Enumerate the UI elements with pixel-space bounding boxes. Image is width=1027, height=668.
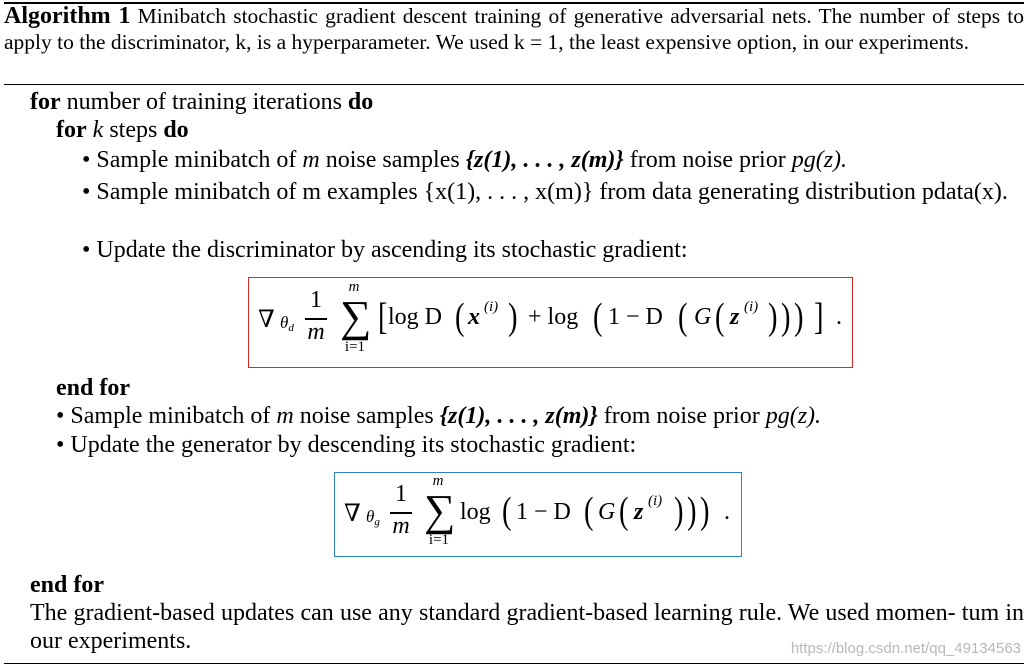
inner-do-keyword: do: [163, 117, 189, 143]
theta-symbol: θ: [280, 313, 289, 332]
g-step1-text-c: from noise prior: [597, 403, 766, 429]
theta-symbol: θ: [366, 507, 375, 526]
inner-for-keyword: for: [56, 117, 87, 143]
z-superscript: (i): [744, 299, 759, 315]
algorithm-name: Algorithm 1: [4, 3, 131, 29]
d-step2-text: Sample minibatch of m examples {x(1), . . . , x(m)} from data generating distribution pdata(x).: [96, 179, 1008, 205]
left-paren: (: [593, 296, 603, 338]
fraction-denominator: m: [392, 513, 410, 539]
right-paren: ): [687, 490, 697, 532]
equation-period: .: [724, 499, 730, 525]
summation-symbol: ∑: [424, 486, 456, 535]
generator-symbol: G: [598, 499, 616, 525]
closing-paragraph: The gradient-based updates can use any standard gradient-based learning rule. We used momen- tum in our experiments.: [30, 600, 1024, 654]
log-d-term: [388, 304, 442, 331]
end-for-outer: end for: [30, 572, 104, 598]
fraction-denominator: m: [307, 319, 325, 345]
x-variable: x: [468, 304, 480, 330]
d-step3-text: Update the discriminator by ascending its stochastic gradient:: [96, 237, 688, 263]
watermark: https://blog.csdn.net/qq_49134563: [790, 640, 1021, 657]
g-step1-m: m: [276, 403, 294, 429]
right-paren: ): [508, 296, 518, 338]
sum-upper-limit: m: [348, 279, 360, 295]
left-paren: (: [455, 296, 465, 338]
d-step1-text-a: Sample minibatch of: [96, 147, 303, 173]
right-paren: ): [781, 296, 791, 338]
bullet: •: [82, 237, 91, 263]
bottom-rule: [4, 663, 1024, 664]
inner-loop-text: steps: [103, 117, 164, 143]
discriminator-gradient-equation: [248, 277, 853, 368]
d-step1-m: m: [302, 147, 320, 173]
end-for-inner: end for: [56, 375, 130, 401]
sum-lower-limit: i=1: [428, 532, 450, 548]
bullet: •: [82, 179, 91, 205]
fraction-numerator: 1: [310, 287, 322, 313]
inner-loop-var: k: [92, 117, 104, 143]
caption-text: Minibatch stochastic gradient descent training of generative adversarial nets. The number of steps to apply to the discriminator, k, is a hyperparameter. We used k = 1, the least expensive option, in our experiments.: [4, 4, 1024, 54]
z-variable: z: [634, 499, 644, 525]
generator-symbol: G: [694, 304, 712, 330]
d-step1-text-c: from noise prior: [623, 147, 792, 173]
d-step-sample-noise: [82, 146, 847, 174]
d-step-sample-examples: [82, 178, 1024, 206]
bullet: •: [82, 147, 91, 173]
noise-prior: pg(z).: [791, 147, 848, 173]
g-step1-text-a: Sample minibatch of: [70, 403, 277, 429]
log-d-text: log D: [388, 304, 442, 330]
noise-sample-set: {z(1), . . . , z(m)}: [439, 403, 598, 429]
nabla-symbol: ∇: [258, 307, 275, 333]
outer-loop-text: number of training iterations: [60, 89, 348, 115]
do-keyword: do: [347, 89, 374, 115]
plus-log-text: + log: [528, 304, 579, 330]
left-paren: (: [502, 490, 512, 532]
algorithm-caption: [4, 3, 1024, 55]
bullet: •: [56, 432, 65, 458]
x-superscript: (i): [484, 299, 499, 315]
g-step-sample-noise: [56, 402, 821, 430]
log-text: log: [460, 499, 491, 525]
g-step-update: [56, 431, 636, 459]
outer-for-line: [30, 88, 373, 116]
one-minus-d-text: 1 − D: [608, 304, 663, 330]
left-bracket: [: [378, 296, 388, 338]
right-paren: ): [794, 296, 804, 338]
g-step2-text: Update the generator by descending its stochastic gradient:: [70, 432, 637, 458]
equation-period: .: [836, 304, 842, 330]
nabla-symbol: ∇: [344, 501, 361, 527]
left-paren: (: [619, 490, 629, 532]
g-step1-text-b: noise samples: [293, 403, 440, 429]
z-variable: z: [730, 304, 740, 330]
noise-prior: pg(z).: [765, 403, 822, 429]
summation-symbol: ∑: [340, 292, 372, 341]
left-paren: (: [715, 296, 725, 338]
right-bracket: ]: [814, 296, 824, 338]
theta-subscript: d: [288, 322, 294, 334]
right-paren: ): [700, 490, 710, 532]
right-paren: ): [674, 490, 684, 532]
for-keyword: for: [30, 89, 61, 115]
bullet: •: [56, 403, 65, 429]
theta-subscript: g: [374, 516, 380, 528]
fraction-numerator: 1: [395, 481, 407, 507]
d-step-update: [82, 236, 688, 264]
caption-rule: [4, 84, 1024, 85]
left-paren: (: [678, 296, 688, 338]
generator-gradient-equation: [334, 472, 742, 557]
noise-sample-set: {z(1), . . . , z(m)}: [465, 147, 624, 173]
d-step1-text-b: noise samples: [319, 147, 466, 173]
right-paren: ): [768, 296, 778, 338]
inner-for-line: [56, 116, 189, 144]
z-superscript: (i): [648, 493, 663, 509]
sum-lower-limit: i=1: [344, 339, 366, 355]
one-minus-d-text: 1 − D: [516, 499, 571, 525]
sum-upper-limit: m: [432, 473, 444, 489]
left-paren: (: [584, 490, 594, 532]
